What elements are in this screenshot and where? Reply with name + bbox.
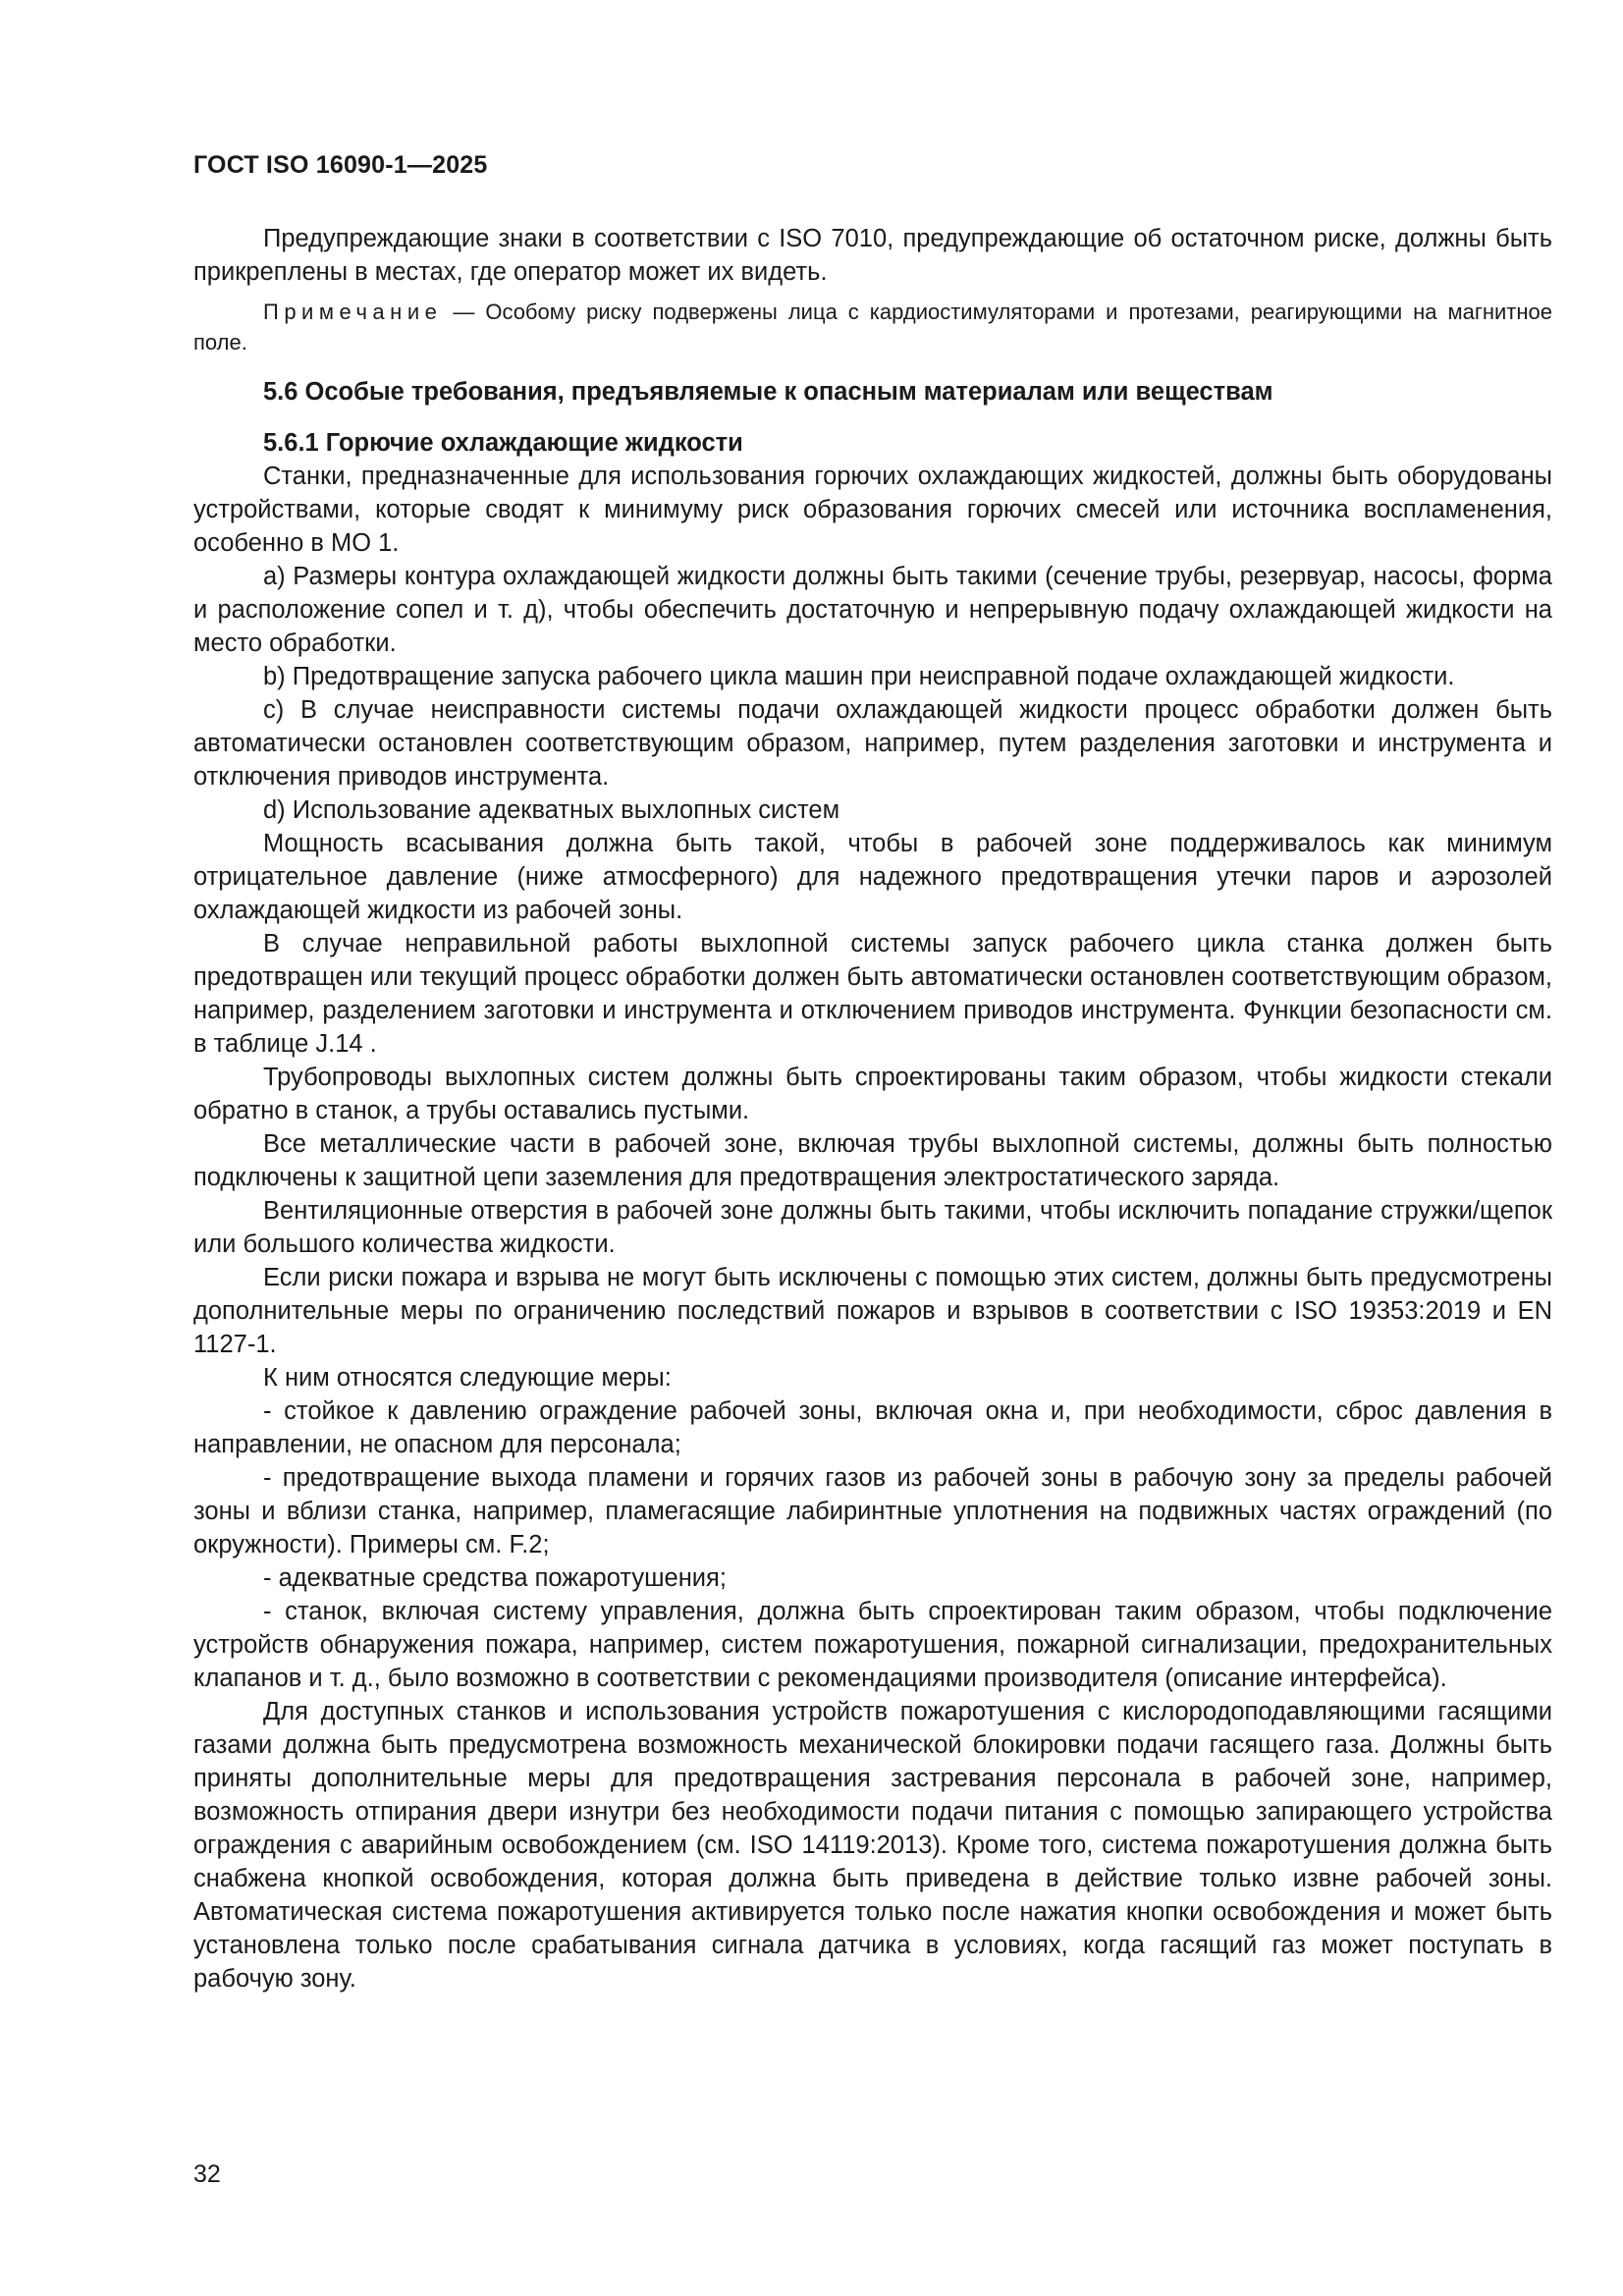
paragraph: Трубопроводы выхлопных систем должны быть спроектированы таким образом, чтобы жидкости стекали обратно в станок, а трубы оставались пустыми.: [193, 1064, 1552, 1124]
paragraph: Вентиляционные отверстия в рабочей зоне должны быть такими, чтобы исключить попадание стружки/щепок или большого количества жидкости.: [193, 1197, 1552, 1258]
list-item: - станок, включая систему управления, должна быть спроектирован таким образом, чтобы подключение устройств обнаружения пожара, например, систем пожаротушения, пожарной сигнализации, предохранительных клапанов и т. д., было возможно в соответствии с рекомендациями производителя (описание интерфейса).: [193, 1598, 1552, 1692]
list-item: - адекватные средства пожаротушения;: [263, 1564, 727, 1592]
list-item: - стойкое к давлению ограждение рабочей зоны, включая окна и, при необходимости, сброс давления в направлении, не опасном для персонала;: [193, 1397, 1552, 1458]
paragraph: Для доступных станков и использования устройств пожаротушения с кислородоподавляющими гасящими газами должна быть предусмотрена возможность механической блокировки подачи гасящего газа. Должны быть приняты дополнительные меры для предотвращения застревания персонала в рабочей зоне, например, возможность отпирания двери изнутри без необходимости подачи питания с помощью запирающего устройства ограждения с аварийным освобождением (см. ISO 14119:2013). Кроме того, система пожаротушения должна быть снабжена кнопкой освобождения, которая должна быть приведена в действие только извне рабочей зоны. Автоматическая система пожаротушения активируется только после нажатия кнопки освобождения и может быть установлена только после срабатывания сигнала датчика в условиях, когда гасящий газ может поступать в рабочую зону.: [193, 1698, 1552, 1993]
section-5-6-title: 5.6 Особые требования, предъявляемые к опасным материалам или веществам: [263, 378, 1273, 406]
paragraph: a) Размеры контура охлаждающей жидкости должны быть такими (сечение трубы, резервуар, насосы, форма и расположение сопел и т. д), чтобы обеспечить достаточную и непрерывную подачу охлаждающей жидкости на место обработки.: [193, 563, 1552, 657]
document-body: [193, 222, 1552, 1995]
section-5-6-1-title: 5.6.1 Горючие охлаждающие жидкости: [263, 429, 743, 457]
note-label: Примечание: [263, 300, 443, 324]
paragraph: b) Предотвращение запуска рабочего цикла машин при неисправной подаче охлаждающей жидкости.: [263, 663, 1455, 690]
paragraph: Мощность всасывания должна быть такой, чтобы в рабочей зоне поддерживалось как минимум отрицательное давление (ниже атмосферного) для надежного предотвращения утечки паров и аэрозолей охлаждающей жидкости из рабочей зоны.: [193, 830, 1552, 924]
note-text: — Особому риску подвержены лица с кардиостимуляторами и протезами, реагирующими на магнитное поле.: [193, 300, 1552, 355]
paragraph: Если риски пожара и взрыва не могут быть исключены с помощью этих систем, должны быть предусмотрены дополнительные меры по ограничению последствий пожаров и взрывов в соответствии с ISO 19353:2019 и EN 1127-1.: [193, 1264, 1552, 1358]
paragraph: c) В случае неисправности системы подачи охлаждающей жидкости процесс обработки должен быть автоматически остановлен соответствующим образом, например, путем разделения заготовки и инструмента и отключения приводов инструмента.: [193, 696, 1552, 791]
paragraph: К ним относятся следующие меры:: [263, 1364, 672, 1392]
paragraph: В случае неправильной работы выхлопной системы запуск рабочего цикла станка должен быть предотвращен или текущий процесс обработки должен быть автоматически остановлен соответствующим образом, например, разделением заготовки и инструмента и отключением приводов инструмента. Функции безопасности см. в таблице J.14 .: [193, 930, 1552, 1058]
paragraph: d) Использование адекватных выхлопных систем: [263, 796, 840, 824]
paragraph: Все металлические части в рабочей зоне, включая трубы выхлопной системы, должны быть полностью подключены к защитной цепи заземления для предотвращения электростатического заряда.: [193, 1130, 1552, 1191]
document-header: ГОСТ ISO 16090-1—2025: [193, 151, 488, 179]
page-number: 32: [193, 2160, 221, 2188]
note: [193, 297, 1552, 357]
paragraph: Станки, предназначенные для использования горючих охлаждающих жидкостей, должны быть оборудованы устройствами, которые сводят к минимуму риск образования горючих смесей или источника воспламенения, особенно в МО 1.: [193, 463, 1552, 557]
intro-paragraph: Предупреждающие знаки в соответствии с ISO 7010, предупреждающие об остаточном риске, должны быть прикреплены в местах, где оператор может их видеть.: [193, 225, 1552, 286]
list-item: - предотвращение выхода пламени и горячих газов из рабочей зоны в рабочую зону за пределы рабочей зоны и вблизи станка, например, пламегасящие лабиринтные уплотнения на подвижных частях ограждений (по окружности). Примеры см. F.2;: [193, 1464, 1552, 1558]
